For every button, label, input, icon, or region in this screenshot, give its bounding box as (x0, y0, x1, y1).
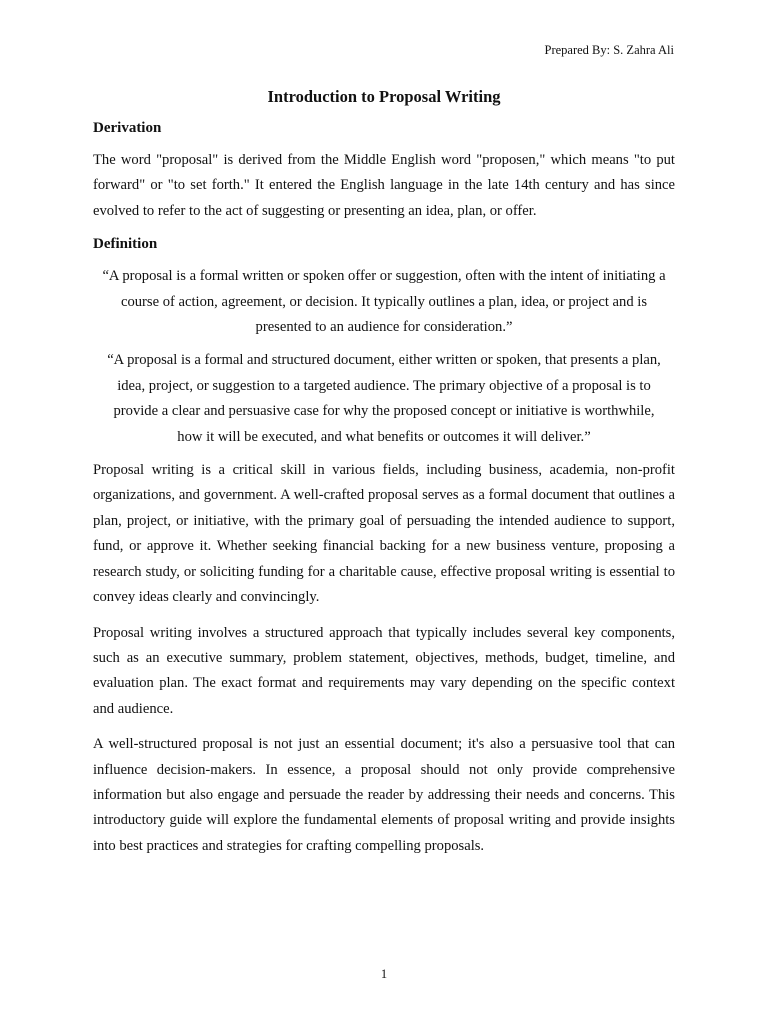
definition-heading: Definition (93, 236, 158, 253)
definition-quote-2: “A proposal is a formal and structured document, either written or spoken, that presents a plan, idea, project, or suggestion to a targeted audience. The primary objective of a proposal is to provide a clear and persuasive case for why the proposed concept or initiative is worthwhile, how it will be executed, and what benefits or outcomes it will deliver.” (107, 352, 661, 445)
definition-quote-1: “A proposal is a formal written or spoken offer or suggestion, often with the intent of initiating a course of action, agreement, or decision. It typically outlines a plan, idea, or project and is presented to an audience for consideration.” (102, 268, 666, 336)
prepared-by-header: Prepared By: S. Zahra Ali (544, 43, 674, 57)
derivation-paragraph: The word "proposal" is derived from the Middle English word "proposen," which means "to put forward" or "to set forth." It entered the English language in the late 14th century and has since evolved to refer to the act of suggesting or presenting an idea, plan, or offer. (93, 152, 675, 219)
document-title: Introduction to Proposal Writing (267, 87, 501, 106)
body-paragraph-1: Proposal writing is a critical skill in various fields, including business, academia, non-profit organizations, and government. A well-crafted proposal serves as a formal document that outlines a plan, project, or initiative, with the primary goal of persuading the intended audience to support, fund, or approve it. Whether seeking financial backing for a new business venture, proposing a research study, or soliciting funding for a charitable cause, effective proposal writing is essential to convey ideas clearly and convincingly. (93, 462, 675, 606)
body-paragraph-3: A well-structured proposal is not just an essential document; it's also a persuasive tool that can influence decision-makers. In essence, a proposal should not only provide comprehensive information but also engage and persuade the reader by addressing their needs and concerns. This introductory guide will explore the fundamental elements of proposal writing and provide insights into best practices and strategies for crafting compelling proposals. (93, 736, 675, 854)
derivation-heading: Derivation (93, 120, 162, 136)
body-paragraph-2: Proposal writing involves a structured approach that typically includes several key components, such as an executive summary, problem statement, objectives, methods, budget, timeline, and evaluation plan. The exact format and requirements may vary depending on the specific context and audience. (93, 624, 675, 717)
page-number: 1 (380, 967, 388, 981)
page-content (93, 86, 675, 869)
